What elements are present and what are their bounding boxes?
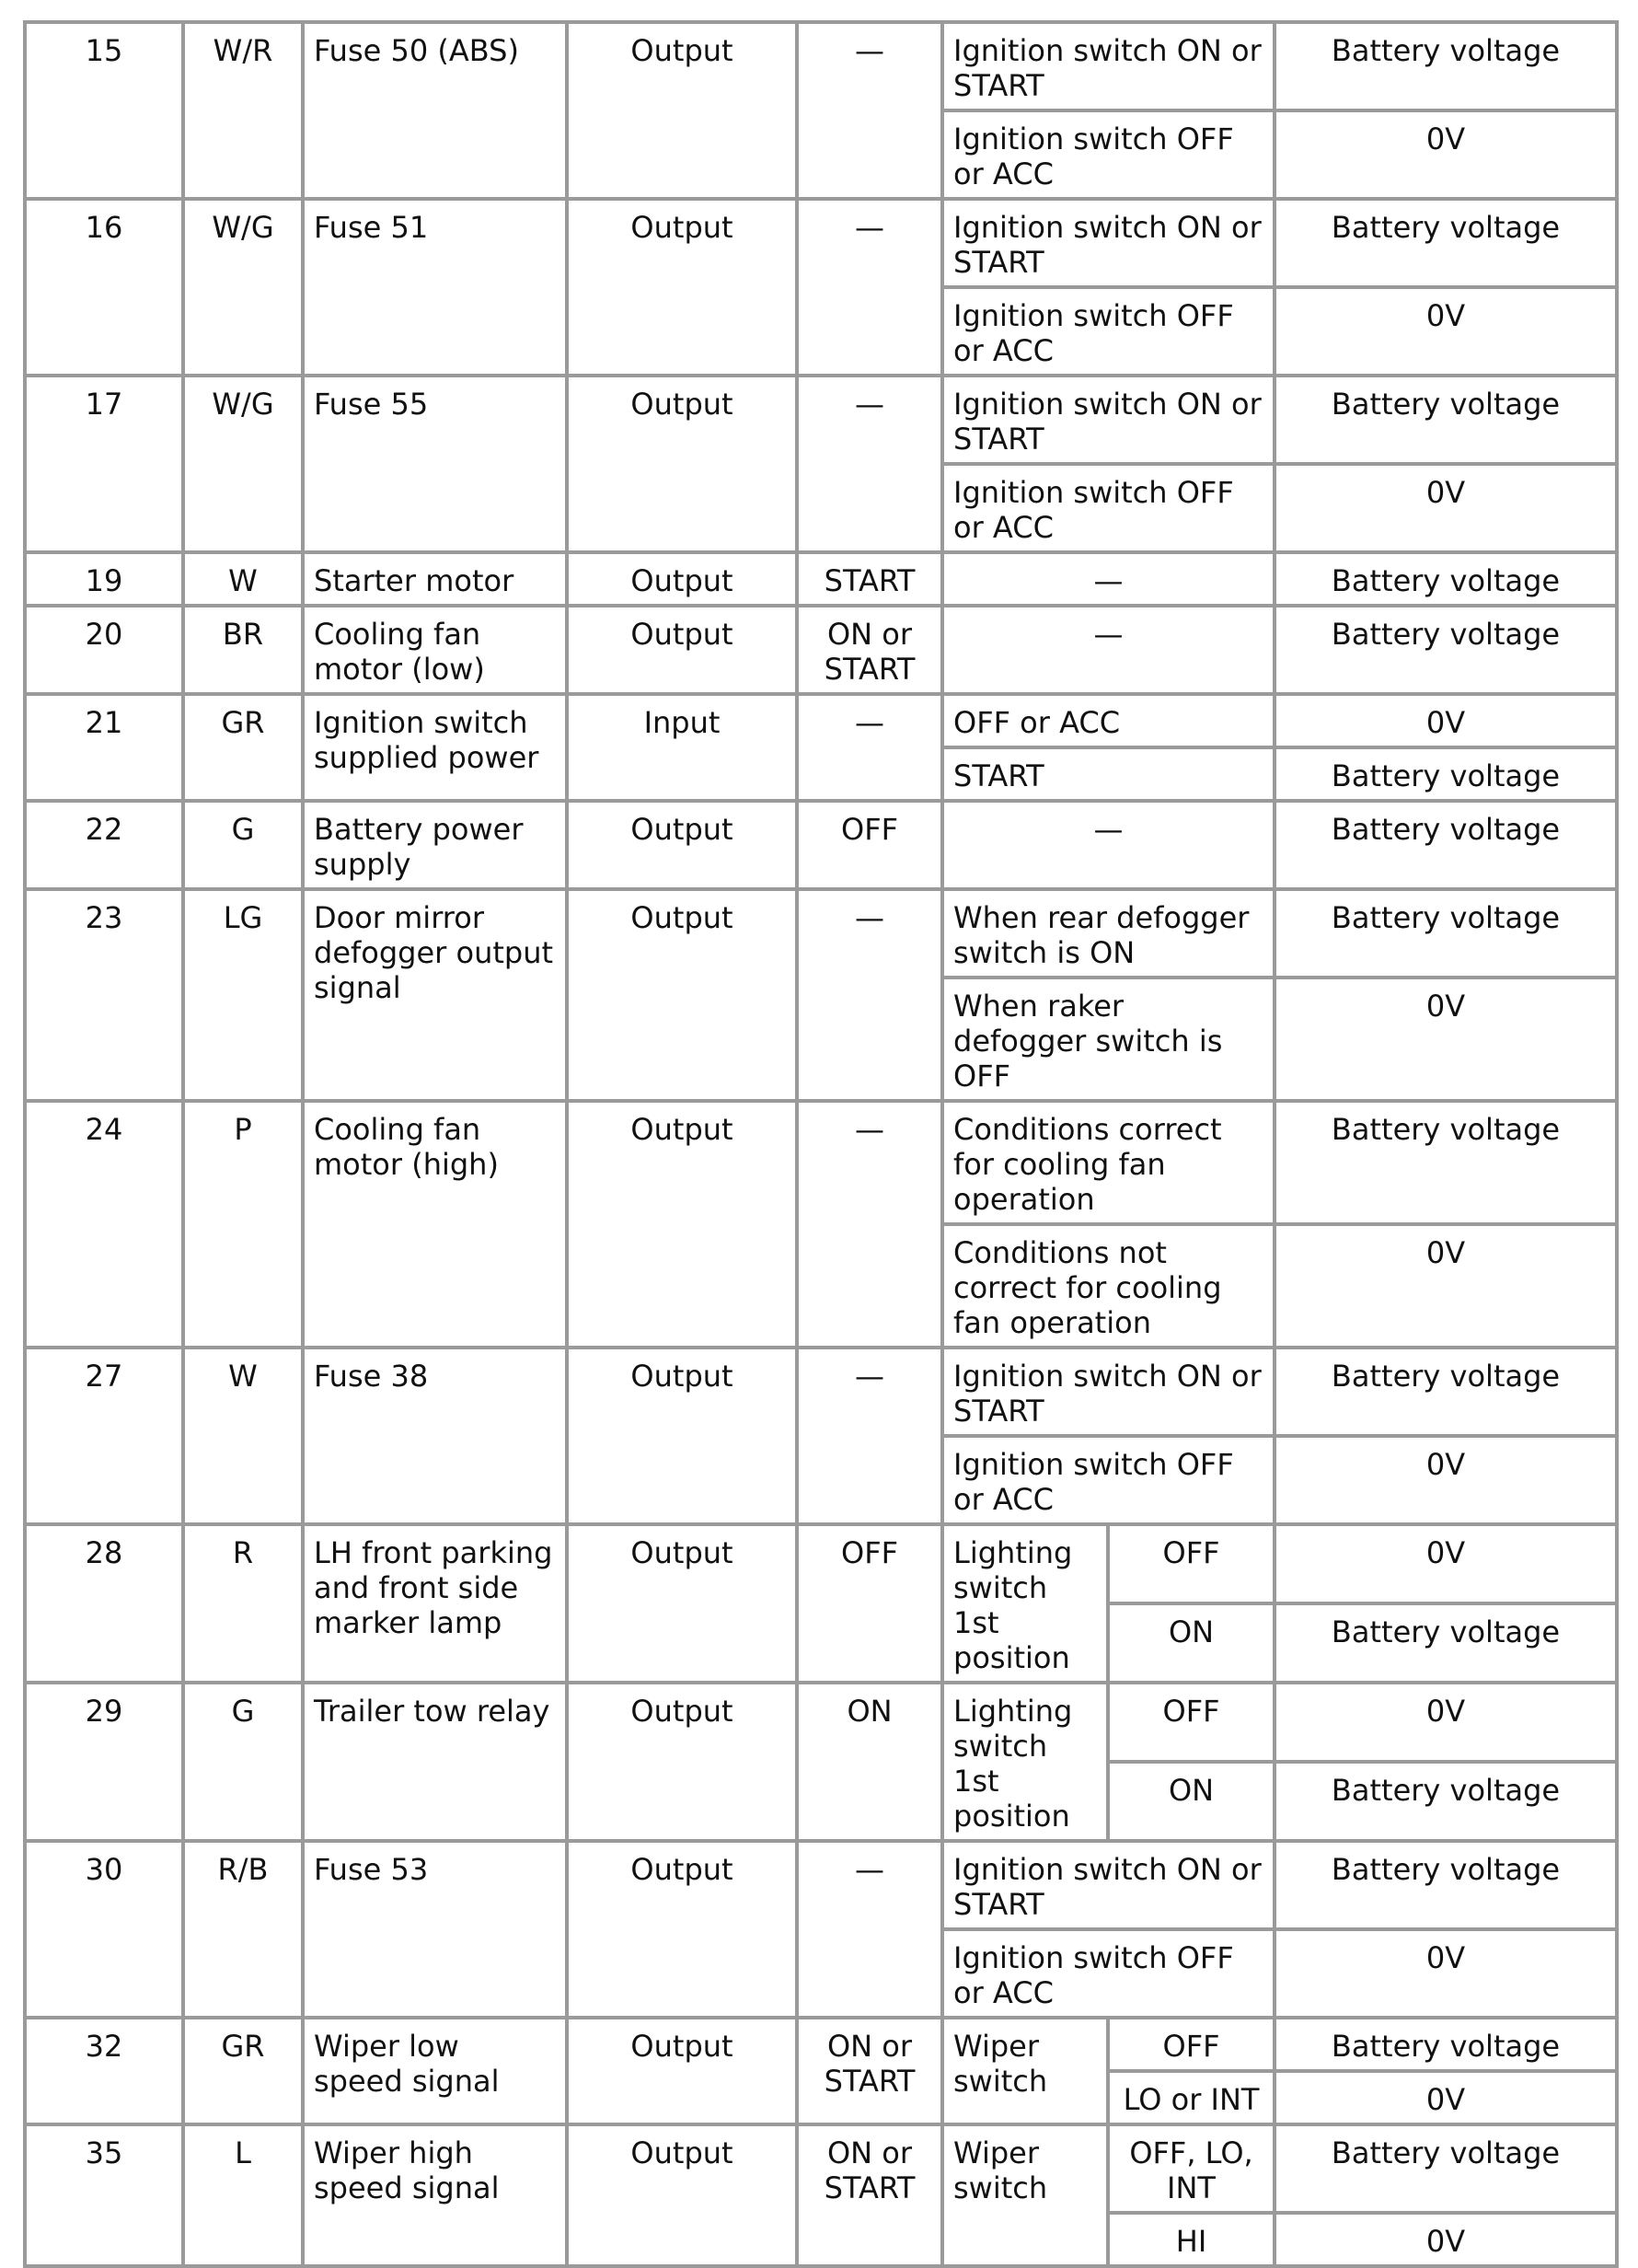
voltage-value-cell: Battery voltage (1275, 552, 1617, 606)
terminal-number-cell: 30 (25, 1841, 183, 2018)
terminal-number-cell: 35 (25, 2124, 183, 2266)
signal-name-cell: Trailer tow relay (303, 1683, 567, 1841)
voltage-value-cell: Battery voltage (1275, 2124, 1617, 2213)
ignition-switch-cell: — (797, 199, 942, 376)
condition-cell: Ignition switch OFF or ACC (942, 1929, 1275, 2018)
voltage-value-cell: Battery voltage (1275, 1603, 1617, 1683)
voltage-value-cell: Battery voltage (1275, 1841, 1617, 1929)
signal-name-cell: Ignition switch supplied power (303, 694, 567, 801)
input-output-cell: Output (567, 22, 797, 199)
signal-name-cell: Wiper high speed signal (303, 2124, 567, 2266)
switch-state-cell: OFF, LO, INT (1108, 2124, 1275, 2213)
wire-color-cell: W (183, 1348, 303, 1524)
voltage-value-cell: Battery voltage (1275, 22, 1617, 110)
switch-state-cell: HI (1108, 2213, 1275, 2266)
ignition-switch-cell: ON or START (797, 2018, 942, 2124)
input-output-cell: Output (567, 199, 797, 376)
switch-state-cell: ON (1108, 1603, 1275, 1683)
voltage-value-cell: 0V (1275, 1436, 1617, 1524)
wire-color-cell: R (183, 1524, 303, 1683)
voltage-value-cell: 0V (1275, 1524, 1617, 1603)
wire-color-cell: GR (183, 694, 303, 801)
ignition-switch-cell: ON (797, 1683, 942, 1841)
terminal-number-cell: 20 (25, 606, 183, 694)
switch-state-cell: OFF (1108, 1524, 1275, 1603)
voltage-value-cell: 0V (1275, 1929, 1617, 2018)
switch-name-cell: Lighting switch 1st position (942, 1683, 1108, 1841)
input-output-cell: Output (567, 1524, 797, 1683)
wire-color-cell: BR (183, 606, 303, 694)
ignition-switch-cell: START (797, 552, 942, 606)
voltage-value-cell: Battery voltage (1275, 747, 1617, 801)
voltage-value-cell: 0V (1275, 287, 1617, 376)
table-row (25, 1524, 1617, 1603)
terminal-number-cell: 29 (25, 1683, 183, 1841)
wire-color-cell: R/B (183, 1841, 303, 2018)
condition-cell: Conditions correct for cooling fan operation (942, 1101, 1275, 1224)
ignition-switch-cell: ON or START (797, 606, 942, 694)
voltage-value-cell: 0V (1275, 110, 1617, 199)
wire-color-cell: W (183, 552, 303, 606)
switch-state-cell: LO or INT (1108, 2071, 1275, 2124)
condition-cell: Ignition switch ON or START (942, 1348, 1275, 1436)
voltage-value-cell: 0V (1275, 694, 1617, 747)
condition-cell: Ignition switch OFF or ACC (942, 464, 1275, 552)
voltage-value-cell: Battery voltage (1275, 199, 1617, 287)
voltage-value-cell: Battery voltage (1275, 801, 1617, 889)
ignition-switch-cell: ON or START (797, 2124, 942, 2266)
voltage-value-cell: 0V (1275, 1683, 1617, 1762)
condition-cell: Conditions not correct for cooling fan operation (942, 1224, 1275, 1348)
input-output-cell: Output (567, 2018, 797, 2124)
terminal-number-cell: 19 (25, 552, 183, 606)
input-output-cell: Output (567, 1683, 797, 1841)
signal-name-cell: Fuse 50 (ABS) (303, 22, 567, 199)
input-output-cell: Output (567, 1348, 797, 1524)
voltage-value-cell: 0V (1275, 2071, 1617, 2124)
table-row (25, 801, 1617, 889)
terminal-number-cell: 32 (25, 2018, 183, 2124)
condition-cell: Ignition switch ON or START (942, 1841, 1275, 1929)
switch-name-cell: Wiper switch (942, 2018, 1108, 2124)
terminal-number-cell: 16 (25, 199, 183, 376)
ignition-switch-cell: — (797, 694, 942, 801)
ignition-switch-cell: — (797, 1841, 942, 2018)
voltage-value-cell: 0V (1275, 464, 1617, 552)
signal-name-cell: Fuse 38 (303, 1348, 567, 1524)
voltage-value-cell: 0V (1275, 978, 1617, 1101)
voltage-value-cell: Battery voltage (1275, 889, 1617, 978)
condition-cell: When raker defogger switch is OFF (942, 978, 1275, 1101)
condition-cell: Ignition switch ON or START (942, 199, 1275, 287)
ignition-switch-cell: — (797, 889, 942, 1101)
signal-name-cell: Fuse 51 (303, 199, 567, 376)
condition-cell: — (942, 801, 1275, 889)
voltage-value-cell: Battery voltage (1275, 1101, 1617, 1224)
table-row (25, 889, 1617, 978)
ignition-switch-cell: — (797, 376, 942, 552)
signal-name-cell: Fuse 53 (303, 1841, 567, 2018)
condition-cell: — (942, 606, 1275, 694)
voltage-value-cell: Battery voltage (1275, 376, 1617, 464)
condition-cell: Ignition switch OFF or ACC (942, 287, 1275, 376)
table-row (25, 694, 1617, 747)
wire-color-cell: W/G (183, 199, 303, 376)
voltage-value-cell: 0V (1275, 1224, 1617, 1348)
voltage-value-cell: Battery voltage (1275, 1762, 1617, 1841)
input-output-cell: Output (567, 376, 797, 552)
terminal-number-cell: 21 (25, 694, 183, 801)
switch-state-cell: OFF (1108, 1683, 1275, 1762)
wire-color-cell: W/R (183, 22, 303, 199)
voltage-value-cell: Battery voltage (1275, 1348, 1617, 1436)
wire-color-cell: G (183, 1683, 303, 1841)
ignition-switch-cell: OFF (797, 1524, 942, 1683)
terminal-number-cell: 27 (25, 1348, 183, 1524)
signal-name-cell: Door mirror defogger output signal (303, 889, 567, 1101)
ignition-switch-cell: OFF (797, 801, 942, 889)
voltage-value-cell: 0V (1275, 2213, 1617, 2266)
condition-cell: Ignition switch OFF or ACC (942, 110, 1275, 199)
terminal-number-cell: 15 (25, 22, 183, 199)
condition-cell: When rear defogger switch is ON (942, 889, 1275, 978)
terminal-voltage-table (23, 20, 1619, 2268)
signal-name-cell: Wiper low speed signal (303, 2018, 567, 2124)
input-output-cell: Input (567, 694, 797, 801)
switch-state-cell: OFF (1108, 2018, 1275, 2071)
signal-name-cell: Cooling fan motor (low) (303, 606, 567, 694)
condition-cell: Ignition switch ON or START (942, 22, 1275, 110)
signal-name-cell: Cooling fan motor (high) (303, 1101, 567, 1348)
terminal-number-cell: 23 (25, 889, 183, 1101)
table-row (25, 1683, 1617, 1762)
ignition-switch-cell: — (797, 1348, 942, 1524)
table-row (25, 1348, 1617, 1436)
condition-cell: — (942, 552, 1275, 606)
signal-name-cell: Starter motor (303, 552, 567, 606)
switch-state-cell: ON (1108, 1762, 1275, 1841)
wire-color-cell: LG (183, 889, 303, 1101)
condition-cell: START (942, 747, 1275, 801)
table-row (25, 2018, 1617, 2071)
input-output-cell: Output (567, 606, 797, 694)
ignition-switch-cell: — (797, 1101, 942, 1348)
terminal-number-cell: 24 (25, 1101, 183, 1348)
terminal-number-cell: 17 (25, 376, 183, 552)
switch-name-cell: Wiper switch (942, 2124, 1108, 2266)
table-row (25, 2124, 1617, 2213)
voltage-value-cell: Battery voltage (1275, 2018, 1617, 2071)
wire-color-cell: P (183, 1101, 303, 1348)
table-row (25, 1841, 1617, 1929)
wire-color-cell: W/G (183, 376, 303, 552)
table-row (25, 199, 1617, 287)
input-output-cell: Output (567, 1841, 797, 2018)
condition-cell: Ignition switch ON or START (942, 376, 1275, 464)
wire-color-cell: GR (183, 2018, 303, 2124)
ignition-switch-cell: — (797, 22, 942, 199)
input-output-cell: Output (567, 889, 797, 1101)
input-output-cell: Output (567, 2124, 797, 2266)
table-body (25, 22, 1617, 2266)
switch-name-cell: Lighting switch 1st position (942, 1524, 1108, 1683)
input-output-cell: Output (567, 552, 797, 606)
table-row (25, 376, 1617, 464)
condition-cell: Ignition switch OFF or ACC (942, 1436, 1275, 1524)
terminal-number-cell: 28 (25, 1524, 183, 1683)
signal-name-cell: Fuse 55 (303, 376, 567, 552)
voltage-value-cell: Battery voltage (1275, 606, 1617, 694)
terminal-number-cell: 22 (25, 801, 183, 889)
input-output-cell: Output (567, 1101, 797, 1348)
table-row (25, 552, 1617, 606)
wire-color-cell: L (183, 2124, 303, 2266)
input-output-cell: Output (567, 801, 797, 889)
table-row (25, 1101, 1617, 1224)
table-row (25, 22, 1617, 110)
condition-cell: OFF or ACC (942, 694, 1275, 747)
wire-color-cell: G (183, 801, 303, 889)
table-row (25, 606, 1617, 694)
signal-name-cell: LH front parking and front side marker lamp (303, 1524, 567, 1683)
signal-name-cell: Battery power supply (303, 801, 567, 889)
